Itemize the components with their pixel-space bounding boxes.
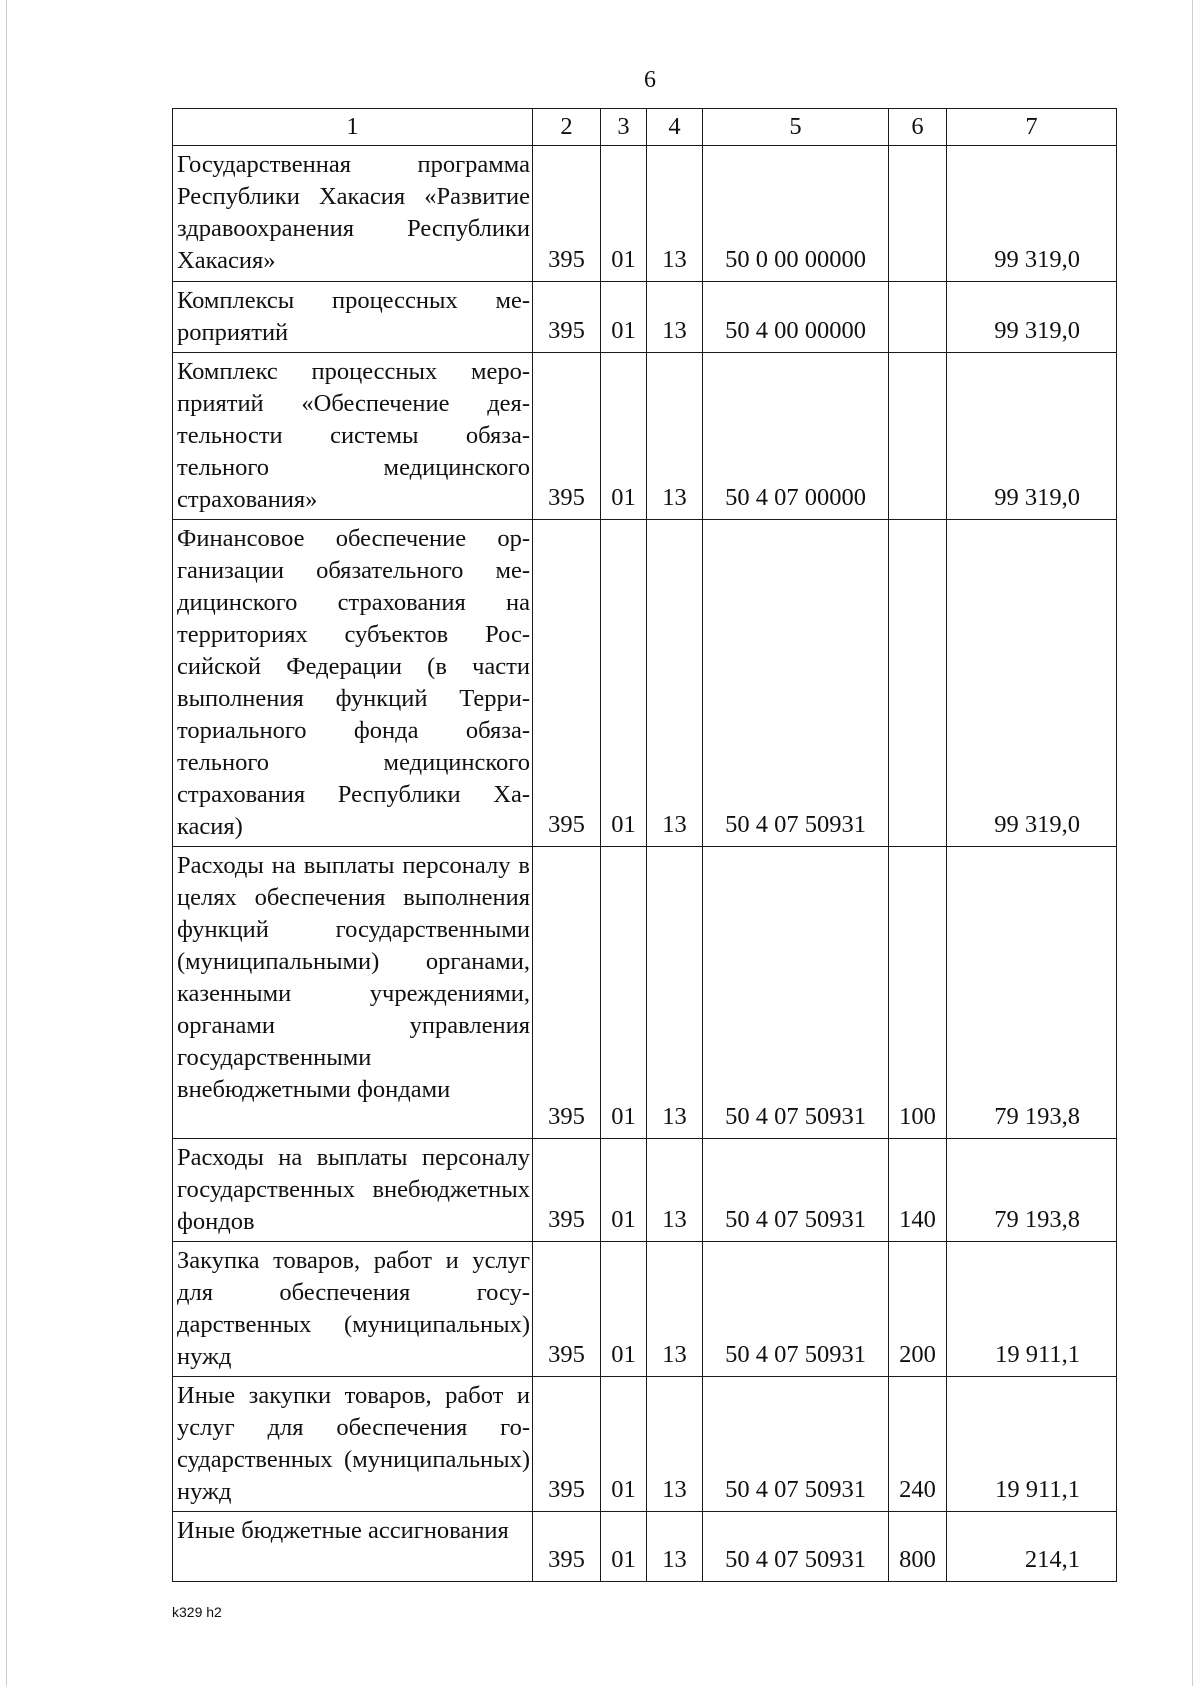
row-rz: 01 [601,1139,647,1242]
row-pr: 13 [647,847,703,1139]
row-pr: 13 [647,520,703,847]
table-body [173,146,1117,1582]
row-rz: 01 [601,1512,647,1582]
row-amount: 99 319,0 [947,353,1117,520]
row-csr: 50 4 07 50931 [703,1242,889,1377]
row-vr [889,353,947,520]
table-row [173,1512,1117,1582]
page-number: 6 [644,67,656,93]
row-csr: 50 4 07 50931 [703,1377,889,1512]
header-col-2: 2 [533,109,601,146]
scan-edge-right [1192,0,1193,1686]
document-code: k329 h2 [172,1604,222,1620]
row-csr: 50 0 00 00000 [703,146,889,282]
row-name: Иные бюджетные ассигнования [173,1512,533,1582]
row-ved: 395 [533,1242,601,1377]
row-ved: 395 [533,146,601,282]
row-csr: 50 4 07 50931 [703,847,889,1139]
row-rz: 01 [601,146,647,282]
row-name: Комплексы процессных мероприятий [173,282,533,353]
row-name: Иные закупки товаров, работ и услуг для обеспечения государственных (муниципальных) нужд [173,1377,533,1512]
row-rz: 01 [601,847,647,1139]
budget-table [172,108,1117,1582]
row-pr: 13 [647,1377,703,1512]
header-col-4: 4 [647,109,703,146]
table-row [173,520,1117,847]
row-ved: 395 [533,520,601,847]
header-col-5: 5 [703,109,889,146]
row-vr [889,520,947,847]
row-csr: 50 4 00 00000 [703,282,889,353]
row-pr: 13 [647,1512,703,1582]
header-col-7: 7 [947,109,1117,146]
row-ved: 395 [533,847,601,1139]
header-col-1: 1 [173,109,533,146]
row-amount: 99 319,0 [947,146,1117,282]
table-row [173,282,1117,353]
row-csr: 50 4 07 50931 [703,1139,889,1242]
header-col-3: 3 [601,109,647,146]
row-name: Расходы на выплаты персоналу государственных внебюджетных фондов [173,1139,533,1242]
table-row [173,847,1117,1139]
row-vr: 140 [889,1139,947,1242]
row-vr: 100 [889,847,947,1139]
row-rz: 01 [601,353,647,520]
row-name: Финансовое обеспечение организации обязательного медицинского страхования на территориях субъектов Российской Федерации (в части выполнения функций Территориального фонда обязательного медицинского страхования Республики Хакасия) [173,520,533,847]
row-vr [889,146,947,282]
row-name: Расходы на выплаты персоналу в целях обеспечения выполнения функций государственными (муниципальными) органами, казенными учреждениями, органами управления государственными внебюджетными фондами [173,847,533,1139]
table-row [173,1139,1117,1242]
row-name: Закупка товаров, работ и услуг для обеспечения государственных (муниципальных) нужд [173,1242,533,1377]
row-pr: 13 [647,353,703,520]
row-amount: 19 911,1 [947,1377,1117,1512]
row-amount: 19 911,1 [947,1242,1117,1377]
header-row [173,109,1117,146]
row-rz: 01 [601,1242,647,1377]
row-rz: 01 [601,1377,647,1512]
scan-edge-left [6,0,7,1686]
table-header [173,109,1117,146]
row-amount: 99 319,0 [947,520,1117,847]
row-ved: 395 [533,282,601,353]
row-amount: 79 193,8 [947,1139,1117,1242]
row-csr: 50 4 07 00000 [703,353,889,520]
row-ved: 395 [533,353,601,520]
row-pr: 13 [647,282,703,353]
row-csr: 50 4 07 50931 [703,520,889,847]
row-vr [889,282,947,353]
row-ved: 395 [533,1377,601,1512]
row-ved: 395 [533,1139,601,1242]
table-row [173,1377,1117,1512]
row-pr: 13 [647,146,703,282]
row-vr: 200 [889,1242,947,1377]
row-rz: 01 [601,282,647,353]
row-amount: 99 319,0 [947,282,1117,353]
row-name: Государственная программа Республики Хакасия «Развитие здравоохранения Республики Хакасия» [173,146,533,282]
row-ved: 395 [533,1512,601,1582]
row-name: Комплекс процессных мероприятий «Обеспечение деятельности системы обязательного медицинского страхования» [173,353,533,520]
row-amount: 214,1 [947,1512,1117,1582]
row-csr: 50 4 07 50931 [703,1512,889,1582]
table-row [173,353,1117,520]
header-col-6: 6 [889,109,947,146]
row-vr: 800 [889,1512,947,1582]
row-rz: 01 [601,520,647,847]
row-pr: 13 [647,1242,703,1377]
row-vr: 240 [889,1377,947,1512]
table-row [173,1242,1117,1377]
row-amount: 79 193,8 [947,847,1117,1139]
table-row [173,146,1117,282]
row-pr: 13 [647,1139,703,1242]
